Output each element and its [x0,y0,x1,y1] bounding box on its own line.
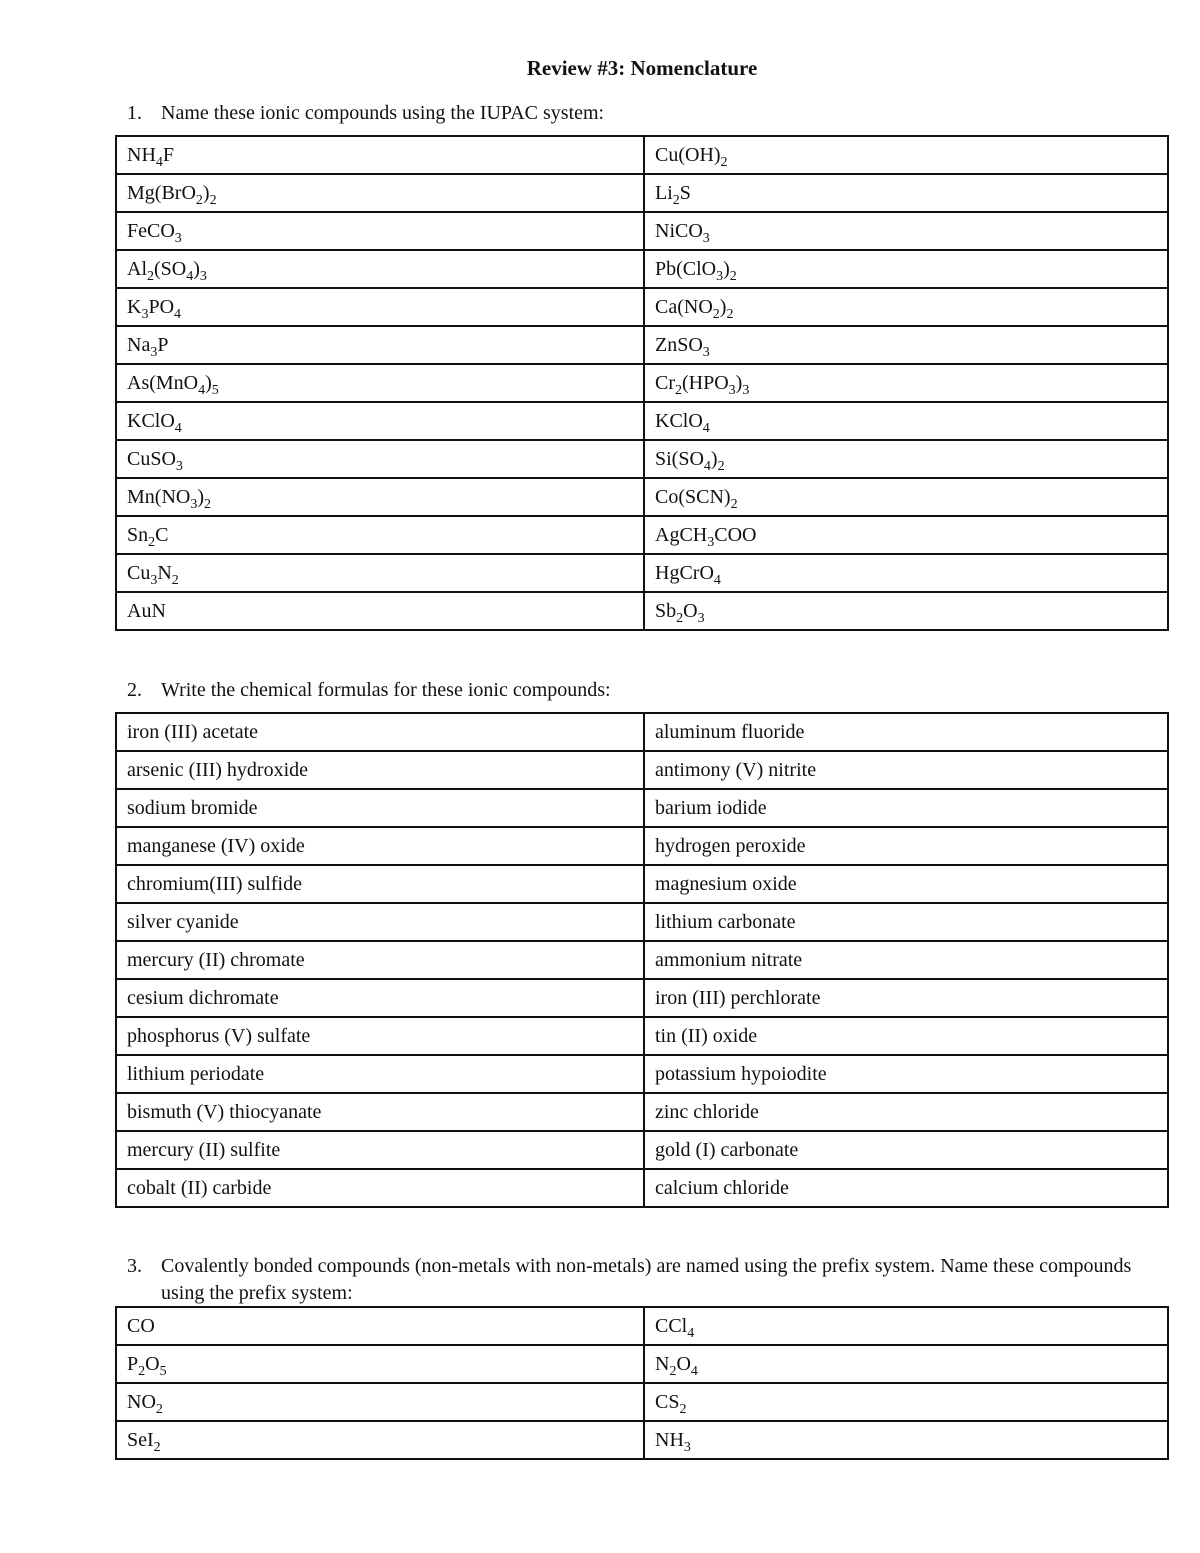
compound-cell-left: FeCO$_3$ [116,212,644,250]
compound-cell-right: HgCrO$_4$ [644,554,1168,592]
subscript: 3 [707,535,715,550]
subscript: 4 [174,307,182,322]
compound-cell-left: CO [116,1307,644,1345]
subscript: 2 [209,193,217,208]
subscript: 2 [669,1364,677,1379]
question-2 [127,677,1167,704]
compound-cell-left: iron (III) acetate [116,713,644,751]
subscript: 4 [713,573,721,588]
subscript: 3 [742,383,750,398]
table-row [116,592,1168,630]
subscript: 2 [153,1440,161,1455]
compound-cell-left: bismuth (V) thiocyanate [116,1093,644,1131]
compound-cell-right: antimony (V) nitrite [644,751,1168,789]
subscript: 3 [702,231,710,246]
compound-cell-left: $Cu_3N_2$ [116,554,644,592]
table-row [116,1421,1168,1459]
subscript: 3 [199,269,207,284]
compound-cell-right: $Pb(ClO_3)_2$ [644,250,1168,288]
compound-cell-left: phosphorus (V) sulfate [116,1017,644,1055]
compound-cell-left: $Al_2(SO_4)_3$ [116,250,644,288]
subscript: 2 [195,193,203,208]
question-3 [127,1253,1167,1307]
subscript: 3 [697,611,705,626]
table-row [116,1169,1168,1207]
table-row [116,250,1168,288]
compound-cell-left: $P_2O_5$ [116,1345,644,1383]
compound-cell-left: $Sn_2C$ [116,516,644,554]
compound-cell-left: mercury (II) sulfite [116,1131,644,1169]
table-row [116,364,1168,402]
question-number: 2. [127,679,142,701]
question-2-table [115,712,1169,1208]
compound-cell-left: CuSO$_3$ [116,440,644,478]
table-row [116,941,1168,979]
compound-cell-right: CCl$_4$ [644,1307,1168,1345]
question-number: 3. [127,1255,142,1277]
compound-cell-right: $Li_2S$ [644,174,1168,212]
question-number: 1. [127,102,142,124]
subscript: 3 [716,269,724,284]
subscript: 4 [198,383,206,398]
table-row [116,1307,1168,1345]
compound-cell-left: $NH_4F$ [116,136,644,174]
table-row [116,288,1168,326]
subscript: 2 [155,1402,163,1417]
subscript: 4 [174,421,182,436]
subscript: 4 [687,1326,695,1341]
table-row [116,1017,1168,1055]
table-row [116,554,1168,592]
compound-cell-left: sodium bromide [116,789,644,827]
compound-cell-right: $Sb_2O_3$ [644,592,1168,630]
table-row [116,174,1168,212]
compound-cell-right: $Cu(OH)_2$ [644,136,1168,174]
table-row [116,136,1168,174]
compound-cell-left: AuN [116,592,644,630]
question-text: Name these ionic compounds using the IUPAC system: [161,102,605,124]
compound-cell-right: gold (I) carbonate [644,1131,1168,1169]
compound-cell-right: lithium carbonate [644,903,1168,941]
compound-cell-right: potassium hypoiodite [644,1055,1168,1093]
table-row [116,865,1168,903]
compound-cell-right: $Ca(NO_2)_2$ [644,288,1168,326]
compound-cell-right: zinc chloride [644,1093,1168,1131]
compound-cell-right: $Si(SO_4)_2$ [644,440,1168,478]
compound-cell-left: mercury (II) chromate [116,941,644,979]
subscript: 4 [702,421,710,436]
compound-cell-left: $Mg(BrO_2)_2$ [116,174,644,212]
subscript: 3 [150,573,158,588]
table-row [116,402,1168,440]
subscript: 4 [186,269,194,284]
subscript: 2 [712,307,720,322]
subscript: 3 [683,1440,691,1455]
table-row [116,1093,1168,1131]
question-1 [127,100,1167,127]
compound-cell-right: AgCH$_3$COO [644,516,1168,554]
question-3-table [115,1306,1169,1460]
subscript: 2 [717,459,725,474]
compound-cell-right: tin (II) oxide [644,1017,1168,1055]
compound-cell-right: magnesium oxide [644,865,1168,903]
question-text: Covalently bonded compounds (non-metals with non-metals) are named using the prefix system. Name these compounds using the prefix system: [161,1255,1132,1304]
compound-cell-left: silver cyanide [116,903,644,941]
subscript: 2 [148,535,156,550]
compound-cell-right: aluminum fluoride [644,713,1168,751]
table-row [116,713,1168,751]
compound-cell-left: $NO_2$ [116,1383,644,1421]
compound-cell-left: cesium dichromate [116,979,644,1017]
subscript: 3 [190,497,198,512]
subscript: 4 [703,459,711,474]
compound-cell-right: barium iodide [644,789,1168,827]
subscript: 2 [729,269,737,284]
table-row [116,1131,1168,1169]
compound-cell-left: KClO$_4$ [116,402,644,440]
subscript: 2 [204,497,212,512]
subscript: 2 [726,307,734,322]
compound-cell-right: ammonium nitrate [644,941,1168,979]
compound-cell-left: $Mn(NO_3)_2$ [116,478,644,516]
subscript: 5 [211,383,219,398]
table-row [116,212,1168,250]
compound-cell-left: manganese (IV) oxide [116,827,644,865]
subscript: 5 [159,1364,167,1379]
table-row [116,789,1168,827]
subscript: 2 [171,573,179,588]
table-row [116,903,1168,941]
subscript: 3 [150,345,158,360]
subscript: 4 [690,1364,698,1379]
subscript: 2 [676,611,684,626]
worksheet-title: Review #3: Nomenclature [526,56,758,80]
table-row [116,326,1168,364]
subscript: 3 [702,345,710,360]
question-text: Write the chemical formulas for these ionic compounds: [161,679,611,701]
subscript: 3 [175,459,183,474]
compound-cell-right: $Co(SCN)_2$ [644,478,1168,516]
subscript: 2 [679,1402,687,1417]
compound-cell-left: $K_3PO_4$ [116,288,644,326]
subscript: 3 [728,383,736,398]
compound-cell-right: $CS_2$ [644,1383,1168,1421]
subscript: 2 [730,497,738,512]
compound-cell-right: $N_2O_4$ [644,1345,1168,1383]
table-row [116,827,1168,865]
compound-cell-left: $As(MnO_4)_5$ [116,364,644,402]
compound-cell-left: SeI$_2$ [116,1421,644,1459]
table-row [116,1055,1168,1093]
compound-cell-right: $NH_3$ [644,1421,1168,1459]
compound-cell-right: calcium chloride [644,1169,1168,1207]
subscript: 2 [147,269,154,284]
compound-cell-right: NiCO$_3$ [644,212,1168,250]
table-row [116,1383,1168,1421]
table-row [116,979,1168,1017]
table-row [116,440,1168,478]
question-1-table [115,135,1169,631]
compound-cell-left: chromium(III) sulfide [116,865,644,903]
table-row [116,516,1168,554]
compound-cell-left: arsenic (III) hydroxide [116,751,644,789]
subscript: 4 [155,155,163,170]
compound-cell-left: $Na_3P$ [116,326,644,364]
compound-cell-right: iron (III) perchlorate [644,979,1168,1017]
subscript: 2 [672,193,680,208]
subscript: 2 [720,155,728,170]
table-row [116,1345,1168,1383]
subscript: 2 [138,1364,146,1379]
subscript: 3 [174,231,182,246]
subscript: 3 [141,307,149,322]
subscript: 2 [675,383,682,398]
table-row [116,478,1168,516]
compound-cell-right: hydrogen peroxide [644,827,1168,865]
compound-cell-left: lithium periodate [116,1055,644,1093]
table-row [116,751,1168,789]
compound-cell-left: cobalt (II) carbide [116,1169,644,1207]
compound-cell-right: KClO$_4$ [644,402,1168,440]
compound-cell-right: ZnSO$_3$ [644,326,1168,364]
compound-cell-right: $Cr_2(HPO_3)_3$ [644,364,1168,402]
